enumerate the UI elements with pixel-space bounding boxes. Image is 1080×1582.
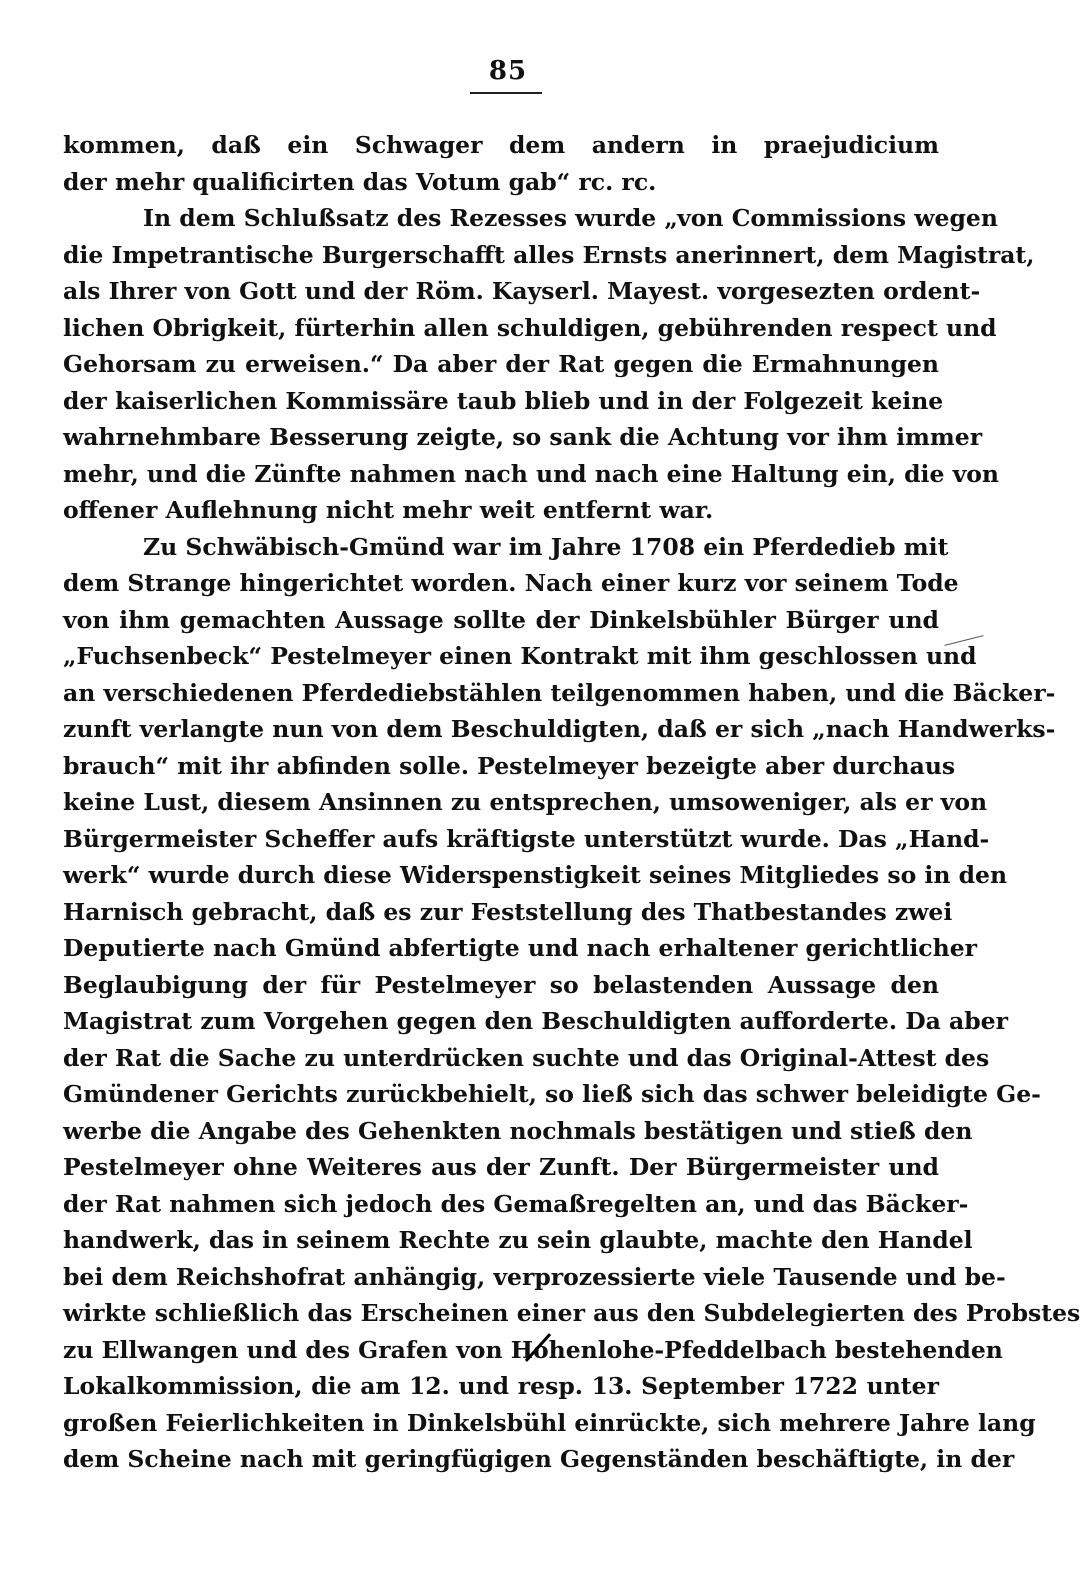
text-line: Beglaubigung der für Pestelmeyer so belastenden Aussage den <box>63 970 939 999</box>
text-line: bei dem Reichshofrat anhängig, verprozessierte viele Tausende und be- <box>63 1262 1006 1291</box>
text-line: In dem Schlußsatz des Rezesses wurde „von Commissions wegen <box>143 204 998 232</box>
text-line: Bürgermeister Scheffer aufs kräftigste unterstützt wurde. Das „Hand- <box>63 824 990 853</box>
text-line: mehr, und die Zünfte nahmen nach und nach eine Haltung ein, die von <box>63 459 1000 488</box>
text-line: brauch“ mit ihr abfinden solle. Pestelmeyer bezeigte aber durchaus <box>63 751 956 780</box>
text-line: Gehorsam zu erweisen.“ Da aber der Rat gegen die Ermahnungen <box>63 350 939 378</box>
text-line: „Fuchsenbeck“ Pestelmeyer einen Kontrakt mit ihm geschlossen und <box>63 642 977 670</box>
text-line: werbe die Angabe des Gehenkten nochmals bestätigen und stieß den <box>63 1116 973 1145</box>
text-line: zunft verlangte nun von dem Beschuldigten, daß er sich „nach Handwerks- <box>63 715 1056 743</box>
text-line: als Ihrer von Gott und der Röm. Kayserl. Mayest. vorgesezten ordent- <box>63 277 981 305</box>
text-line: Magistrat zum Vorgehen gegen den Beschuldigten aufforderte. Da aber <box>63 1007 1008 1035</box>
text-line: lichen Obrigkeit, fürterhin allen schuldigen, gebührenden respect und <box>63 313 997 342</box>
page-number-rule <box>470 92 542 94</box>
page-number: 85 <box>488 56 528 86</box>
text-line: handwerk, das in seinem Rechte zu sein glaubte, machte den Handel <box>63 1226 973 1254</box>
text-line: der Rat die Sache zu unterdrücken suchte und das Original-Attest des <box>63 1043 990 1072</box>
text-line: Lokalkommission, die am 12. und resp. 13. September 1722 unter <box>63 1372 939 1400</box>
text-line: die Impetrantische Burgerschafft alles Ernsts anerinnert, dem Magistrat, <box>63 240 1035 269</box>
text-line: der kaiserlichen Kommissäre taub blieb und in der Folgezeit keine <box>63 386 944 415</box>
text-line: werk“ wurde durch diese Widerspenstigkeit seines Mitgliedes so in den <box>63 861 1008 889</box>
text-line: Harnisch gebracht, daß es zur Feststellung des Thatbestandes zwei <box>63 897 953 926</box>
text-line: großen Feierlichkeiten in Dinkelsbühl einrückte, sich mehrere Jahre lang <box>63 1408 1036 1437</box>
text-line: dem Strange hingerichtet worden. Nach einer kurz vor seinem Tode <box>63 569 959 597</box>
text-line: Gmündener Gerichts zurückbehielt, so ließ sich das schwer beleidigte Ge- <box>63 1080 1041 1108</box>
text-line: zu Ellwangen und des Grafen von Hohenlohe-Pfeddelbach bestehenden <box>63 1335 1003 1364</box>
text-line: der mehr qualificirten das Votum gab“ rc. rc. <box>63 167 657 196</box>
text-line: der Rat nahmen sich jedoch des Gemaßregelten an, und das Bäcker- <box>63 1189 969 1218</box>
text-line: offener Auflehnung nicht mehr weit entfernt war. <box>63 496 714 524</box>
text-line: keine Lust, diesem Ansinnen zu entsprechen, umsoweniger, als er von <box>63 788 988 816</box>
text-line: Deputierte nach Gmünd abfertigte und nach erhaltener gerichtlicher <box>63 934 978 962</box>
text-line: Zu Schwäbisch-Gmünd war im Jahre 1708 ein Pferdedieb mit <box>143 532 949 561</box>
text-line: an verschiedenen Pferdediebstählen teilgenommen haben, und die Bäcker- <box>63 678 1056 707</box>
text-line: dem Scheine nach mit geringfügigen Gegenständen beschäftigte, in der <box>63 1445 1015 1473</box>
text-line: wirkte schließlich das Erscheinen einer aus den Subdelegierten des Probstes <box>63 1299 1080 1327</box>
text-line: Pestelmeyer ohne Weiteres aus der Zunft. Der Bürgermeister und <box>63 1153 939 1181</box>
text-line: kommen, daß ein Schwager dem andern in praejudicium <box>63 131 939 159</box>
body-text <box>63 127 1080 1478</box>
text-line: von ihm gemachten Aussage sollte der Dinkelsbühler Bürger und <box>63 605 939 634</box>
text-line: wahrnehmbare Besserung zeigte, so sank die Achtung vor ihm immer <box>63 423 983 451</box>
